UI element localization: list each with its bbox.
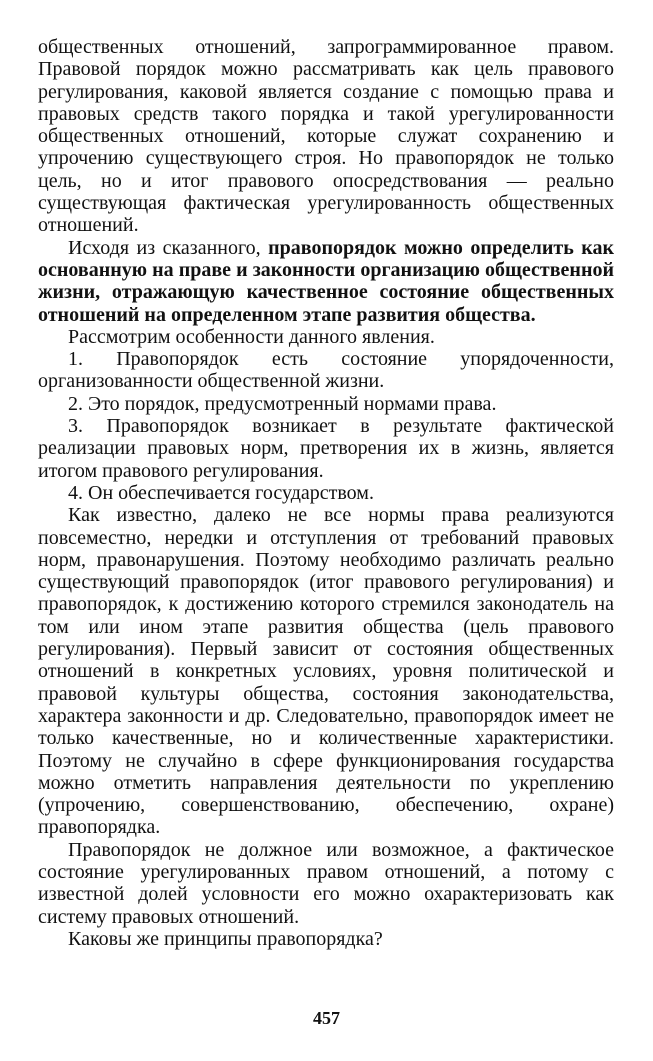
feature-item-2: 2. Это порядок, предусмотренный нормами права. [68, 392, 497, 415]
feature-item-3: 3. Правопорядок возникает в результате фактической реализации правовых норм, претворения их в жизнь, является итогом правового регулирования. [38, 415, 614, 482]
feature-item-4: 4. Он обеспечивается государством. [68, 481, 374, 504]
feature-item-1: 1. Правопорядок есть состояние упорядоченности, организованности общественной жизни. [38, 348, 614, 393]
paragraph-norms: Как известно, далеко не все нормы права реализуются повсеместно, нередки и отступления от требований правовых норм, правонарушения. Поэтому необходимо различать реально существующий правопорядок (итог правового регулирования) и правопорядок, к достижению которого стремился законодатель на том или ином этапе развития общества (цель правового регулирования). Первый зависит от состояния общественных отношений в конкретных условиях, уровня политической и правовой культуры общества, состояния законодательства, характера законности и др. Следовательно, правопорядок имеет не только качественные, но и количественные характеристики. Поэтому не случайно в сфере функционирования государства можно отметить направления деятельности по укреплению (упрочению, совершенствованию, обеспечению, охране) правопорядка. [38, 504, 614, 839]
paragraph-continuation: общественных отношений, запрограммированное правом. Правовой порядок можно рассматривать как цель правового регулирования, каковой является создание с помощью права и правовых средств такого порядка и такой урегулированности общественных отношений, которые служат сохранению и упрочению существующего строя. Но правопорядок не только цель, но и итог правового опосредствования — реально существующая фактическая урегулированность общественных отношений. [38, 36, 614, 237]
definition-bold: правопорядок можно определить как основанную на праве и законности организацию общественной жизни, отражающую качественное состояние общественных отношений на определенном этапе развития общества. [38, 236, 614, 326]
page-text [38, 36, 614, 950]
paragraph-definition [38, 237, 614, 326]
definition-lead: Исходя из сказанного, [68, 236, 269, 259]
paragraph-question: Каковы же принципы правопорядка? [68, 927, 383, 950]
paragraph-factual-state: Правопорядок не должное или возможное, а фактическое состояние урегулированных правом отношений, а потому с известной долей условности его можно охарактеризовать как систему правовых отношений. [38, 838, 614, 928]
page-number: 457 [313, 1008, 340, 1028]
paragraph-features-intro: Рассмотрим особенности данного явления. [68, 325, 435, 348]
